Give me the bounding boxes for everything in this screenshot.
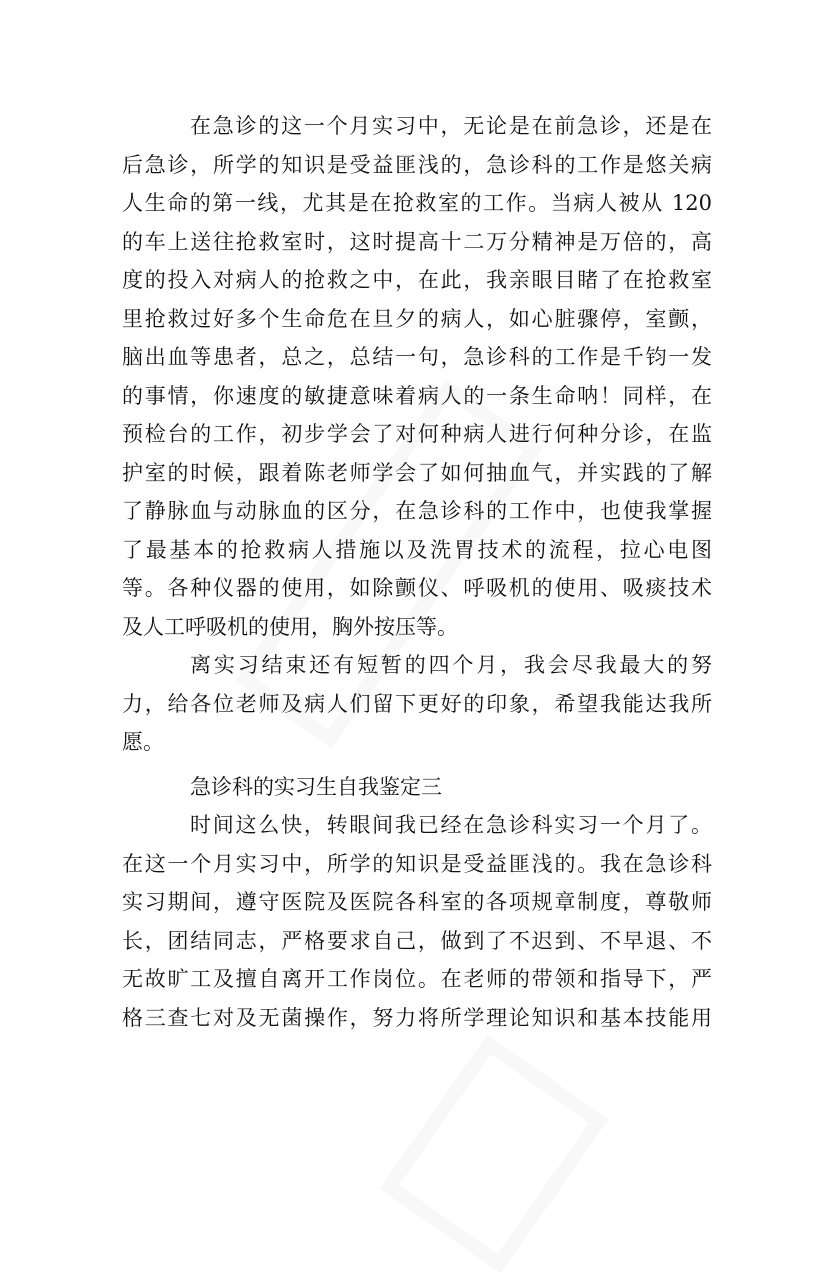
- paragraph: [122, 646, 712, 762]
- paragraph: [122, 806, 712, 1037]
- text-line: 的事情，你速度的敏捷意味着病人的一条生命呐！同样，在: [122, 383, 712, 408]
- watermark: [379, 1035, 608, 1273]
- text-line: 度的投入对病人的抢救之中，在此，我亲眼目睹了在抢救室: [122, 268, 712, 292]
- text-line: 无故旷工及擅自离开工作岗位。在老师的带领和指导下，严: [122, 967, 712, 991]
- text-line: 离实习结束还有短暂的四个月，我会尽我最大的努: [190, 653, 712, 677]
- text-line: 等。各种仪器的使用，如除颤仪、呼吸机的使用、吸痰技术: [122, 576, 712, 600]
- text-line: 脑出血等患者，总之，总结一句，急诊科的工作是千钧一发: [122, 345, 712, 369]
- text-line: 里抢救过好多个生命危在旦夕的病人，如心脏骤停，室颤，: [122, 306, 712, 331]
- text-line: 人生命的第一线，尤其是在抢救室的工作。当病人被从 120: [122, 191, 712, 215]
- text-line: 在急诊的这一个月实习中，无论是在前急诊，还是在: [190, 114, 712, 138]
- text-line: 及人工呼吸机的使用，胸外按压等。: [122, 614, 458, 639]
- text-line: 护室的时候，跟着陈老师学会了如何抽血气，并实践的了解: [122, 460, 712, 485]
- text-line: 的车上送往抢救室时，这时提高十二万分精神是万倍的，高: [122, 229, 712, 254]
- text-line: 格三查七对及无菌操作，努力将所学理论知识和基本技能用: [122, 1005, 712, 1030]
- text-line: 长，团结同志，严格要求自己，做到了不迟到、不早退、不: [122, 928, 712, 953]
- text-line: 力，给各位老师及病人们留下更好的印象，希望我能达我所: [122, 691, 712, 716]
- text-line: 实习期间，遵守医院及医院各科室的各项规章制度，尊敬师: [122, 890, 712, 914]
- text-line: 了最基本的抢救病人措施以及洗胃技术的流程，拉心电图: [122, 537, 712, 562]
- text-line: 时间这么快，转眼间我已经在急诊科实习一个月了。: [190, 813, 712, 837]
- text-line: 后急诊，所学的知识是受益匪浅的，急诊科的工作是悠关病: [122, 152, 712, 177]
- document-page: [122, 107, 712, 1037]
- paragraph: [122, 107, 712, 646]
- section-heading: 急诊科的实习生自我鉴定三: [190, 774, 442, 799]
- text-line: 在这一个月实习中，所学的知识是受益匪浅的。我在急诊科: [122, 851, 712, 876]
- text-line: 了静脉血与动脉血的区分，在急诊科的工作中，也使我掌握: [122, 499, 712, 523]
- text-line: 预检台的工作，初步学会了对何种病人进行何种分诊，在监: [122, 422, 712, 446]
- text-line: 愿。: [122, 730, 164, 754]
